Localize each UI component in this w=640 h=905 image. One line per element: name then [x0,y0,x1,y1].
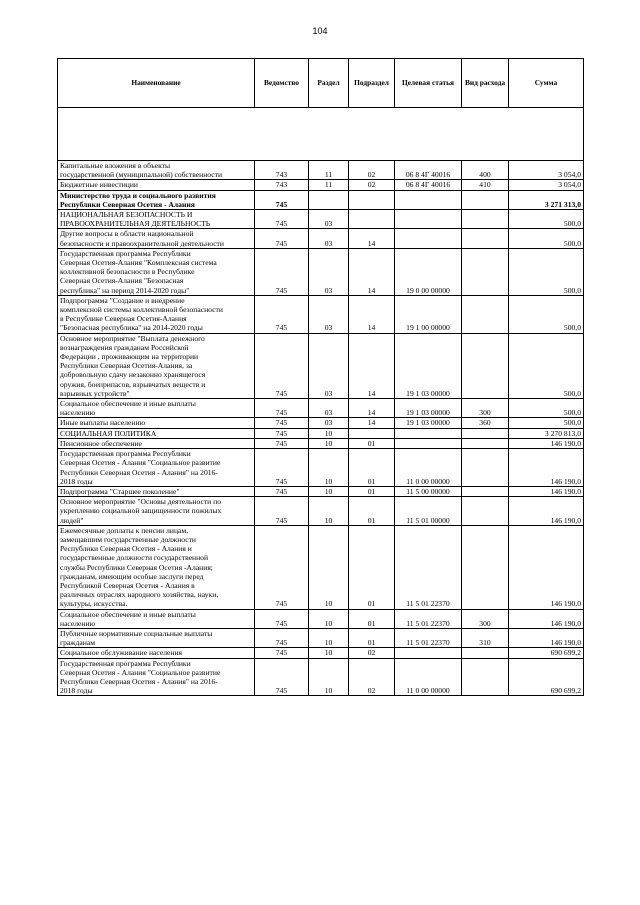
table-row [58,180,584,190]
row-name: Социальное обслуживание населения [58,648,255,658]
row-target: 11 5 00 00000 [395,486,462,496]
row-amount: 500,0 [509,399,584,418]
row-exptype [462,428,509,438]
row-section [309,190,349,209]
row-name: Подпрограмма "Создание и внедрение комплексной системы коллективной безопасности в Республике Северная Осетия-Алания "Безопасная республика" на 2014-2020 годы [58,295,255,333]
row-subsection: 14 [349,418,395,428]
table-row [58,658,584,696]
row-target: 11 5 01 00000 [395,497,462,526]
row-dept: 745 [255,333,309,398]
row-amount: 146 190,0 [509,525,584,609]
row-dept: 745 [255,428,309,438]
row-subsection: 14 [349,333,395,398]
table-row [58,648,584,658]
row-dept: 745 [255,399,309,418]
row-section: 10 [309,449,349,487]
row-exptype [462,295,509,333]
row-amount: 500,0 [509,295,584,333]
row-name: Государственная программа Республики Северная Осетия - Алания "Социальное развитие Республики Северная Осетия - Алания" на 2016- 2018 годы [58,449,255,487]
row-target: 11 5 01 22370 [395,525,462,609]
row-name: Капитальные вложения в объекты государственной (муниципальной) собственности [58,161,255,180]
row-target [395,438,462,448]
row-amount: 3 270 813,0 [509,428,584,438]
row-subsection: 02 [349,180,395,190]
row-target: 11 5 01 22370 [395,628,462,647]
spacer-row [58,108,584,161]
row-target [395,648,462,658]
row-subsection: 01 [349,497,395,526]
row-subsection: 14 [349,248,395,295]
row-dept: 745 [255,525,309,609]
header-dept: Ведомство [255,59,309,108]
row-dept: 745 [255,418,309,428]
row-exptype [462,525,509,609]
row-amount: 690 699,2 [509,648,584,658]
row-exptype: 400 [462,161,509,180]
row-subsection: 02 [349,648,395,658]
row-exptype [462,333,509,398]
row-subsection: 14 [349,229,395,248]
row-subsection [349,190,395,209]
row-dept: 743 [255,180,309,190]
row-exptype [462,648,509,658]
row-name: Ежемесячные доплаты к пенсии лицам, замещавшим государственные должности Республики Северная Осетия - Алания и государственные должности государственной службы Республики Северная Осетия -Алания; гражданам, имеющим особые заслуги перед Республикой Северная Осетия - Алания в различных отраслях народного хозяйства, науки, культуры, искусства. [58,525,255,609]
row-amount: 146 190,0 [509,486,584,496]
table-row [58,248,584,295]
row-exptype [462,449,509,487]
row-subsection: 01 [349,628,395,647]
row-amount: 3 054,0 [509,161,584,180]
row-amount: 500,0 [509,229,584,248]
row-subsection: 01 [349,449,395,487]
row-amount: 146 190,0 [509,609,584,628]
table-row [58,525,584,609]
row-subsection: 02 [349,658,395,696]
row-target: 19 1 03 00000 [395,333,462,398]
row-amount: 3 271 313,0 [509,190,584,209]
row-name: Основное мероприятие "Выплата денежного вознаграждения гражданам Российской Федерации , проживающим на территории Республики Северная Осетия-Алания, за добровольную сдачу незаконно хранящегося оружия, боеприпасов, взрывчатых веществ и взрывных устройств" [58,333,255,398]
row-name: СОЦИАЛЬНАЯ ПОЛИТИКА [58,428,255,438]
header-row [58,59,584,108]
row-subsection: 01 [349,486,395,496]
row-target: 11 5 01 22370 [395,609,462,628]
header-amount: Сумма [509,59,584,108]
row-exptype: 410 [462,180,509,190]
table-row [58,418,584,428]
row-name: Пенсионное обеспечение [58,438,255,448]
row-name: НАЦИОНАЛЬНАЯ БЕЗОПАСНОСТЬ И ПРАВООХРАНИТЕЛЬНАЯ ДЕЯТЕЛЬНОСТЬ [58,210,255,229]
row-amount: 500,0 [509,248,584,295]
row-dept: 745 [255,449,309,487]
row-subsection [349,210,395,229]
row-exptype [462,190,509,209]
row-amount: 3 054,0 [509,180,584,190]
table-row [58,486,584,496]
row-section: 10 [309,497,349,526]
row-dept: 745 [255,648,309,658]
row-dept: 745 [255,438,309,448]
row-subsection: 14 [349,295,395,333]
row-dept: 745 [255,658,309,696]
row-name: Другие вопросы в области национальной безопасности и правоохранительной деятельности [58,229,255,248]
row-dept: 745 [255,486,309,496]
row-section: 03 [309,229,349,248]
row-dept: 745 [255,190,309,209]
row-target: 11 0 00 00000 [395,449,462,487]
row-section: 10 [309,438,349,448]
row-exptype: 360 [462,418,509,428]
row-exptype [462,497,509,526]
row-section: 11 [309,180,349,190]
row-amount: 500,0 [509,210,584,229]
row-target [395,229,462,248]
row-dept: 745 [255,609,309,628]
row-section: 10 [309,525,349,609]
row-target: 19 1 03 00000 [395,418,462,428]
row-target: 19 0 00 00000 [395,248,462,295]
table-row [58,229,584,248]
header-exptype: Вид расхода [462,59,509,108]
row-amount: 690 699,2 [509,658,584,696]
row-section: 03 [309,295,349,333]
row-section: 03 [309,399,349,418]
row-subsection: 01 [349,525,395,609]
row-section: 10 [309,486,349,496]
table-row [58,428,584,438]
row-target: 06 8 4Г 40016 [395,180,462,190]
row-name: Подпрограмма "Старшее поколение" [58,486,255,496]
row-name: Социальное обеспечение и иные выплаты населению [58,609,255,628]
row-amount: 500,0 [509,418,584,428]
row-target [395,190,462,209]
table-row [58,161,584,180]
row-dept: 745 [255,248,309,295]
row-exptype [462,658,509,696]
row-name: Бюджетные инвестиции [58,180,255,190]
row-section: 11 [309,161,349,180]
header-target: Целевая статья [395,59,462,108]
row-name: Основное мероприятие "Основы деятельности по укреплению социальной защищенности пожилых людей" [58,497,255,526]
table-row [58,190,584,209]
row-amount: 500,0 [509,333,584,398]
table-row [58,449,584,487]
row-amount: 146 190,0 [509,628,584,647]
budget-table [57,58,584,696]
row-section: 03 [309,248,349,295]
row-exptype: 310 [462,628,509,647]
row-section: 03 [309,210,349,229]
row-dept: 745 [255,295,309,333]
row-amount: 146 190,0 [509,438,584,448]
row-dept: 745 [255,210,309,229]
row-section: 10 [309,609,349,628]
row-name: Социальное обеспечение и иные выплаты населению [58,399,255,418]
row-section: 10 [309,658,349,696]
row-dept: 743 [255,161,309,180]
row-dept: 745 [255,229,309,248]
row-name: Государственная программа Республики Северная Осетия-Алания "Комплексная система коллективной безопасности в Республике Северная Осетия-Алания "Безопасная республика" на период 2014-2020 годы" [58,248,255,295]
header-section: Раздел [309,59,349,108]
row-section: 10 [309,648,349,658]
row-target: 19 1 00 00000 [395,295,462,333]
table-row [58,628,584,647]
row-target [395,428,462,438]
row-exptype: 300 [462,609,509,628]
row-exptype [462,438,509,448]
row-exptype [462,229,509,248]
row-subsection: 01 [349,438,395,448]
row-subsection [349,428,395,438]
row-name: Публичные нормативные социальные выплаты гражданам [58,628,255,647]
row-section: 10 [309,628,349,647]
row-name: Иные выплаты населению [58,418,255,428]
row-target [395,210,462,229]
header-name: Наименование [58,59,255,108]
page-number: 104 [312,26,328,36]
row-dept: 745 [255,497,309,526]
header-subsection: Подраздел [349,59,395,108]
row-section: 03 [309,333,349,398]
table-row [58,399,584,418]
row-target: 06 8 4Г 40016 [395,161,462,180]
row-exptype [462,248,509,295]
row-exptype: 300 [462,399,509,418]
table-row [58,438,584,448]
table-row [58,210,584,229]
row-dept: 745 [255,628,309,647]
table-row [58,497,584,526]
row-subsection: 14 [349,399,395,418]
row-target: 19 1 03 00000 [395,399,462,418]
row-exptype [462,486,509,496]
row-subsection: 01 [349,609,395,628]
row-subsection: 02 [349,161,395,180]
table-row [58,295,584,333]
row-section: 10 [309,428,349,438]
table-row [58,609,584,628]
row-section: 03 [309,418,349,428]
row-name: Государственная программа Республики Северная Осетия - Алания "Социальное развитие Республики Северная Осетия - Алания" на 2016- 2018 годы [58,658,255,696]
table-row [58,333,584,398]
row-exptype [462,210,509,229]
row-target: 11 0 00 00000 [395,658,462,696]
row-amount: 146 190,0 [509,449,584,487]
row-amount: 146 190,0 [509,497,584,526]
row-name: Министерство труда и социального развития Республики Северная Осетия - Алания [58,190,255,209]
